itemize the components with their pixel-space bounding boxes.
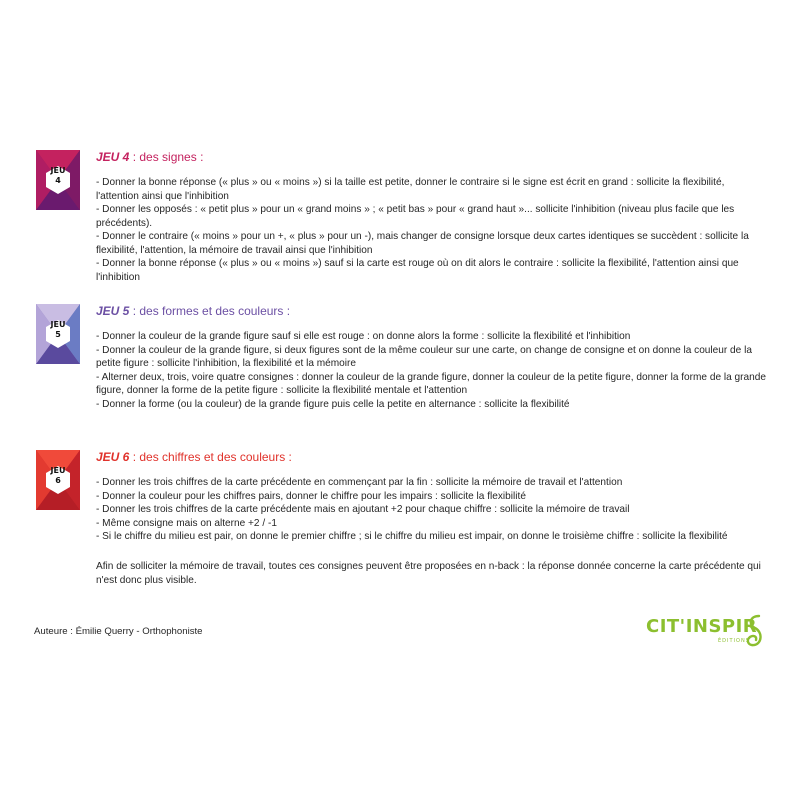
n-back-note: Afin de solliciter la mémoire de travail, toutes ces consignes peuvent être proposées en n-back : la réponse donnée concerne la carte précédente qui n'est donc plus visible. — [96, 561, 761, 586]
logo-swirl-icon — [744, 614, 766, 648]
list-item: - Donner les trois chiffres de la carte précédente mais en ajoutant +2 pour chaque chiffre : sollicite la mémoire de travail — [96, 504, 630, 515]
jeu-5-badge — [36, 304, 80, 364]
jeu-4-label: JEU 4 — [96, 150, 130, 164]
jeu-4-badge-number: 4 — [55, 176, 61, 185]
list-item: - Donner la couleur de la grande figure, si deux figures sont de la même couleur sur une carte, on change de consigne et on donne la couleur de la petite figure : sollicite l'inhibition, la flexibilité et la mémoire — [96, 344, 752, 369]
jeu-5-items — [96, 330, 768, 411]
author-credit: Auteure : Émilie Querry - Orthophoniste — [34, 626, 203, 637]
list-item: - Donner la bonne réponse (« plus » ou « moins ») si la taille est petite, donner le contraire si le signe est écrit en grand : sollicite la flexibilité, l'attention ainsi que l'inhibition — [96, 177, 725, 202]
jeu-6-badge-number: 6 — [55, 476, 61, 485]
list-item: - Donner la couleur de la grande figure sauf si elle est rouge : on donne alors la forme : sollicite la flexibilité et l'inhibition — [96, 331, 631, 342]
jeu-6-badge — [36, 450, 80, 510]
jeu-6-label: JEU 6 — [96, 450, 130, 464]
jeu-5-badge-word: JEU — [50, 320, 66, 329]
list-item: - Donner les trois chiffres de la carte précédente en commençant par la fin : sollicite la mémoire de travail et l'attention — [96, 477, 623, 488]
jeu-6-title — [96, 450, 292, 464]
jeu-4-items — [96, 176, 768, 284]
jeu-6-badge-word: JEU — [50, 466, 66, 475]
list-item: - Alterner deux, trois, voire quatre consignes : donner la couleur de la grande figure, donner la couleur de la petite figure, donner la forme de la grande figure, donner la forme de la petite figure : sollicite la flexibilité mentale et l'attention — [96, 371, 766, 396]
citinspir-logo — [646, 614, 770, 650]
jeu-6-title-rest: : des chiffres et des couleurs : — [129, 450, 292, 464]
jeu-6-items — [96, 476, 768, 544]
list-item: - Donner la forme (ou la couleur) de la grande figure puis celle la petite en alternance : sollicite la flexibilité — [96, 398, 570, 410]
jeu-4-badge-text — [46, 166, 70, 194]
list-item: - Donner la bonne réponse (« plus » ou « moins ») sauf si la carte est rouge où on dit alors le contraire : sollicite la flexibilité, l'attention ainsi que l'inhibition — [96, 258, 739, 283]
jeu-5-badge-number: 5 — [55, 330, 61, 339]
list-item: - Même consigne mais on alterne +2 / -1 — [96, 517, 277, 529]
list-item: - Donner le contraire (« moins » pour un +, « plus » pour un -), mais changer de consigne lorsque deux cartes identiques se succèdent : sollicite la flexibilité, l'attention, la mémoire de travail ainsi que l'inhibition — [96, 231, 749, 256]
jeu-4-title — [96, 150, 203, 164]
list-item: - Si le chiffre du milieu est pair, on donne le premier chiffre ; si le chiffre du milieu est impair, on donne le troisième chiffre : sollicite la flexibilité — [96, 531, 728, 542]
list-item: - Donner les opposés : « petit plus » pour un « grand moins » ; « petit bas » pour « grand haut »... sollicite l'inhibition (niveau plus facile que les précédents). — [96, 204, 735, 229]
jeu-4-badge — [36, 150, 80, 210]
jeu-5-title-rest: : des formes et des couleurs : — [129, 304, 291, 318]
jeu-5-badge-text — [46, 320, 70, 348]
logo-editions: ÉDITIONS — [718, 638, 750, 644]
logo-name: CIT'INSPIR — [646, 616, 758, 637]
jeu-6-badge-text — [46, 466, 70, 494]
list-item: - Donner la couleur pour les chiffres pairs, donner le chiffre pour les impairs : sollicite la flexibilité — [96, 490, 526, 502]
jeu-4-badge-word: JEU — [50, 166, 66, 175]
jeu-4-title-rest: : des signes : — [129, 150, 204, 164]
jeu-5-title — [96, 304, 290, 318]
jeu-5-label: JEU 5 — [96, 304, 130, 318]
